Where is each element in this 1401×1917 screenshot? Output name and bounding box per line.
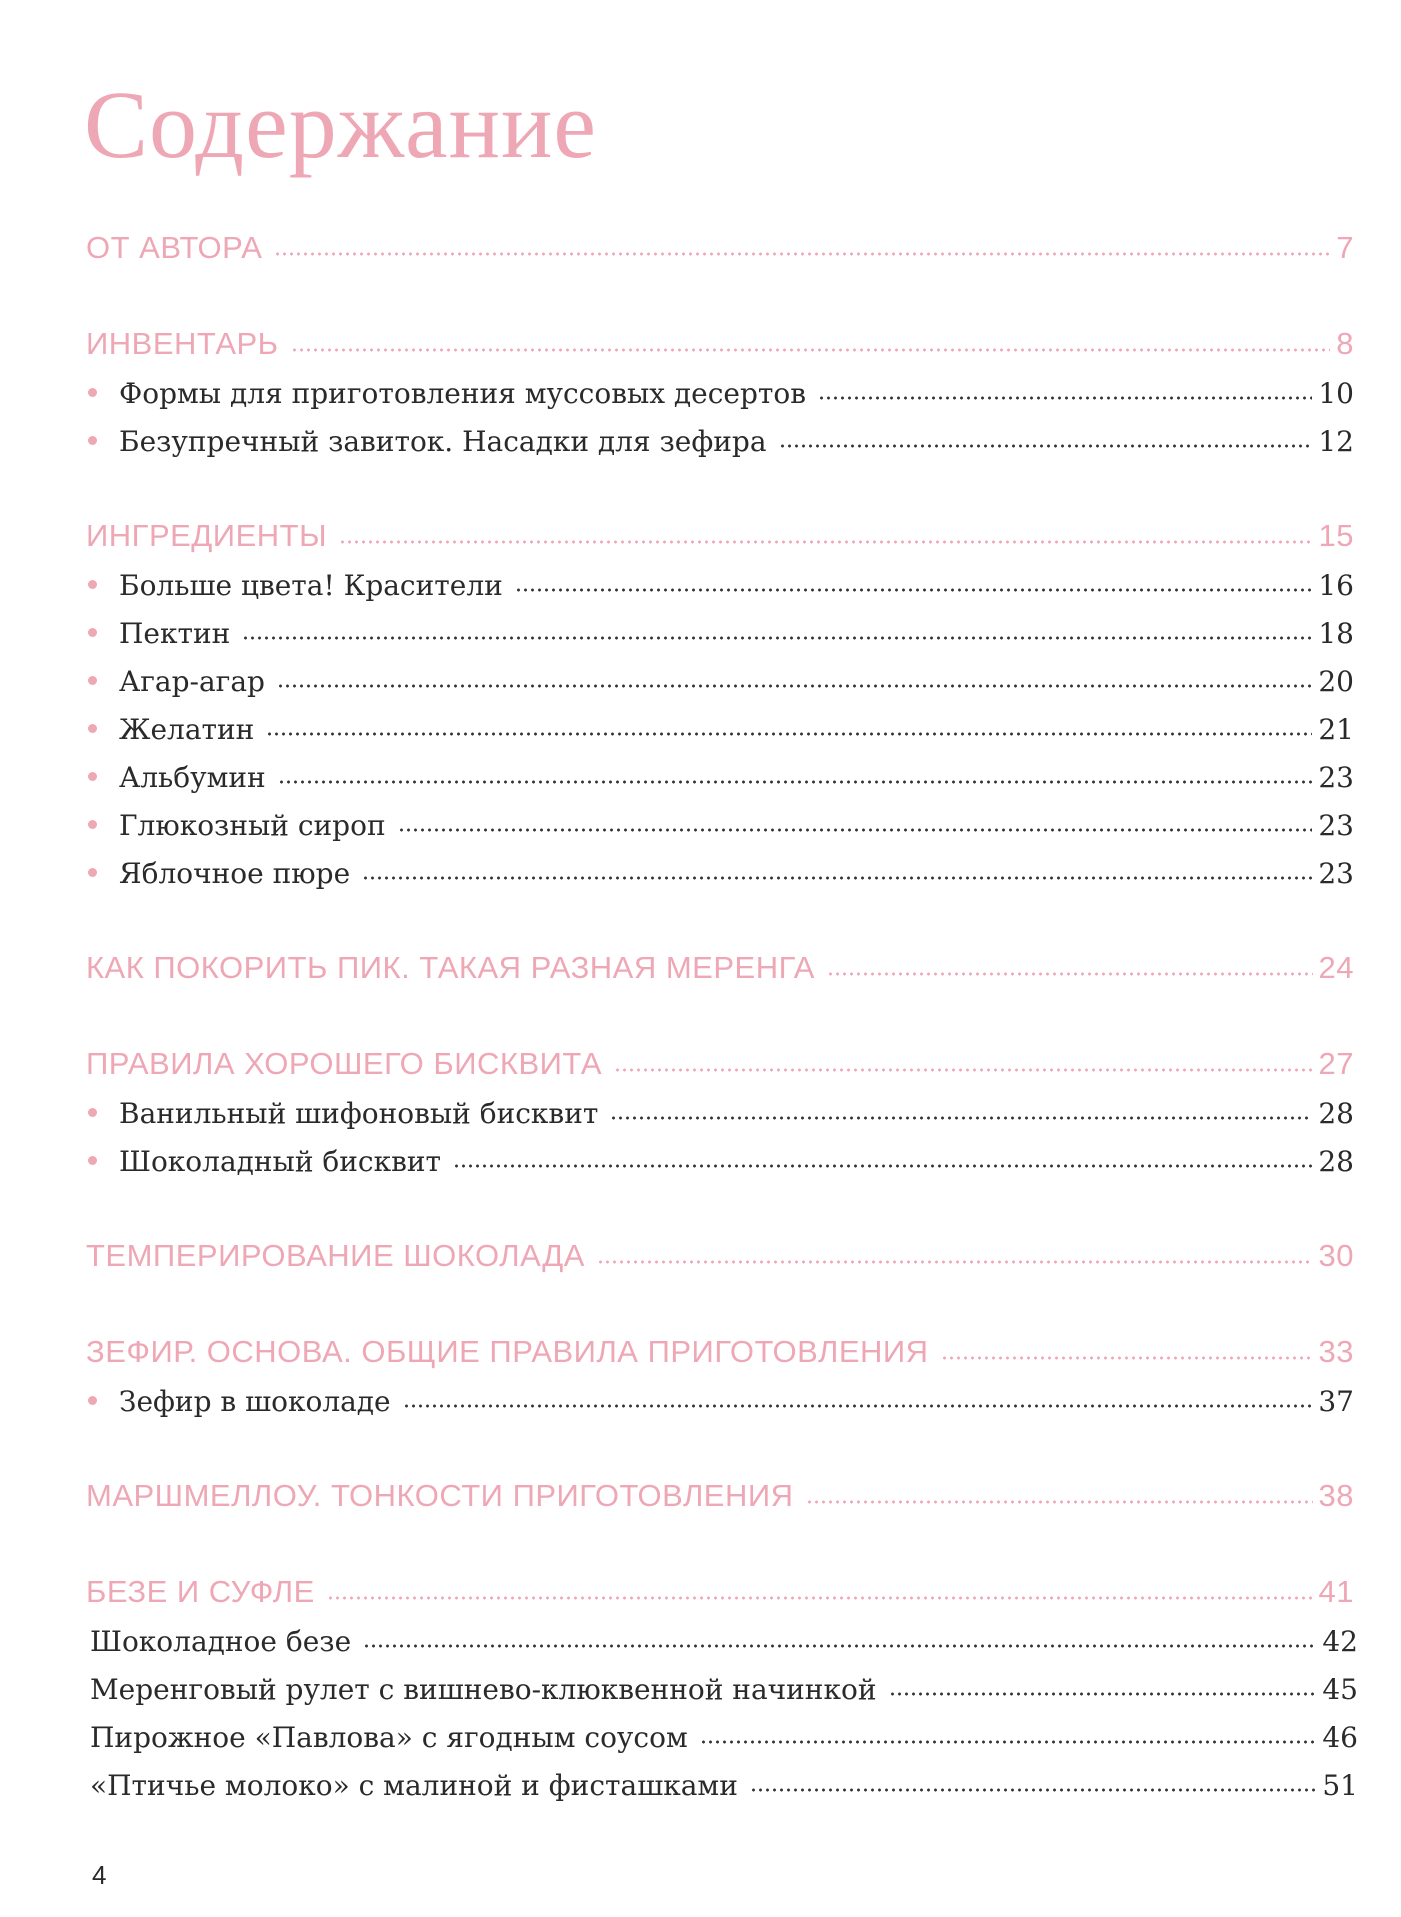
- dot-leader: [700, 1740, 1317, 1744]
- toc-section[interactable]: [86, 222, 1354, 266]
- toc-label: ОТ АВТОРА: [86, 230, 263, 265]
- toc-page-number: 23: [1318, 809, 1354, 842]
- toc-page-number: 46: [1322, 1721, 1358, 1754]
- toc-entry[interactable]: [86, 558, 1354, 602]
- dot-leader: [403, 1404, 1313, 1408]
- toc-section[interactable]: [86, 318, 1354, 362]
- toc-label: Зефир в шоколаде: [119, 1385, 391, 1418]
- bullet-icon: [88, 580, 97, 589]
- toc-section[interactable]: [86, 1470, 1354, 1514]
- toc-label: ЗЕФИР. ОСНОВА. ОБЩИЕ ПРАВИЛА ПРИГОТОВЛЕНИЯ: [86, 1334, 929, 1369]
- toc-label: Больше цвета! Красители: [119, 569, 503, 602]
- toc-page-number: 42: [1322, 1625, 1358, 1658]
- toc-label: Пирожное «Павлова» с ягодным соусом: [90, 1721, 688, 1754]
- toc-page-number: 12: [1318, 425, 1354, 458]
- toc-entry[interactable]: [90, 1614, 1358, 1658]
- dot-leader: [398, 828, 1313, 832]
- bullet-icon: [88, 388, 97, 397]
- toc-section[interactable]: [86, 1230, 1354, 1274]
- toc-label: БЕЗЕ И СУФЛЕ: [86, 1574, 315, 1609]
- toc-label: Альбумин: [119, 761, 266, 794]
- bullet-icon: [88, 772, 97, 781]
- toc-page-number: 27: [1318, 1046, 1354, 1081]
- toc-section[interactable]: [86, 510, 1354, 554]
- dot-leader: [453, 1164, 1312, 1168]
- toc-page-number: 21: [1318, 713, 1354, 746]
- dot-leader: [610, 1116, 1312, 1120]
- toc-page-number: 28: [1318, 1097, 1354, 1130]
- toc-label: ТЕМПЕРИРОВАНИЕ ШОКОЛАДА: [86, 1238, 585, 1273]
- dot-leader: [597, 1260, 1313, 1264]
- dot-leader: [515, 588, 1313, 592]
- dot-leader: [889, 1692, 1317, 1696]
- dot-leader: [941, 1356, 1313, 1360]
- toc-section[interactable]: [86, 1566, 1354, 1610]
- toc-page-number: 23: [1318, 857, 1354, 890]
- toc-entry[interactable]: [86, 846, 1354, 890]
- bullet-icon: [88, 724, 97, 733]
- bullet-icon: [88, 868, 97, 877]
- toc-page-number: 20: [1318, 665, 1354, 698]
- toc-entry[interactable]: [86, 1374, 1354, 1418]
- toc-page-number: 45: [1322, 1673, 1358, 1706]
- bullet-icon: [88, 676, 97, 685]
- toc-entry[interactable]: [86, 606, 1354, 650]
- toc-page-number: 10: [1318, 377, 1354, 410]
- toc-page-number: 23: [1318, 761, 1354, 794]
- toc-section[interactable]: [86, 1326, 1354, 1370]
- toc-entry[interactable]: [90, 1662, 1358, 1706]
- dot-leader: [291, 348, 1331, 352]
- toc-label: ИНГРЕДИЕНТЫ: [86, 518, 328, 553]
- toc-page-number: 33: [1318, 1334, 1354, 1369]
- toc-entry[interactable]: [86, 414, 1354, 458]
- toc-label: Шоколадный бисквит: [119, 1145, 442, 1178]
- dot-leader: [362, 876, 1312, 880]
- toc-page-number: 51: [1322, 1769, 1358, 1802]
- page-number: 4: [92, 1860, 107, 1890]
- toc-page-number: 15: [1318, 518, 1354, 553]
- toc-entry[interactable]: [90, 1710, 1358, 1754]
- toc-entry[interactable]: [86, 1086, 1354, 1130]
- toc-entry[interactable]: [86, 1134, 1354, 1178]
- toc-page-number: 38: [1318, 1478, 1354, 1513]
- toc-page-number: 16: [1318, 569, 1354, 602]
- toc-label: ПРАВИЛА ХОРОШЕГО БИСКВИТА: [86, 1046, 602, 1081]
- toc-page-number: 41: [1318, 1574, 1354, 1609]
- dot-leader: [339, 540, 1312, 544]
- toc-label: МАРШМЕЛЛОУ. ТОНКОСТИ ПРИГОТОВЛЕНИЯ: [86, 1478, 794, 1513]
- dot-leader: [779, 444, 1313, 448]
- dot-leader: [614, 1068, 1313, 1072]
- toc-label: Желатин: [119, 713, 255, 746]
- toc-label: Глюкозный сироп: [119, 809, 386, 842]
- toc-label: Ванильный шифоновый бисквит: [119, 1097, 599, 1130]
- dot-leader: [327, 1596, 1313, 1600]
- toc-label: Агар-агар: [119, 665, 265, 698]
- toc-page-number: 30: [1318, 1238, 1354, 1273]
- toc-section[interactable]: [86, 1038, 1354, 1082]
- dot-leader: [266, 732, 1312, 736]
- toc-entry[interactable]: [86, 750, 1354, 794]
- dot-leader: [806, 1500, 1313, 1504]
- dot-leader: [242, 636, 1312, 640]
- toc-label: Меренговый рулет с вишнево-клюквенной начинкой: [90, 1673, 877, 1706]
- dot-leader: [278, 780, 1313, 784]
- toc-page-number: 24: [1318, 950, 1354, 985]
- toc-entry[interactable]: [86, 702, 1354, 746]
- toc-page-number: 18: [1318, 617, 1354, 650]
- dot-leader: [277, 684, 1312, 688]
- toc-label: Формы для приготовления муссовых десертов: [119, 377, 807, 410]
- bullet-icon: [88, 628, 97, 637]
- bullet-icon: [88, 1108, 97, 1117]
- bullet-icon: [88, 820, 97, 829]
- toc-label: «Птичье молоко» с малиной и фисташками: [90, 1769, 738, 1802]
- toc-page-number: 8: [1336, 326, 1354, 361]
- bullet-icon: [88, 436, 97, 445]
- dot-leader: [818, 396, 1312, 400]
- dot-leader: [827, 972, 1313, 976]
- toc-entry[interactable]: [86, 798, 1354, 842]
- toc-page-number: 37: [1318, 1385, 1354, 1418]
- toc-label: Шоколадное безе: [90, 1625, 352, 1658]
- bullet-icon: [88, 1396, 97, 1405]
- dot-leader: [750, 1788, 1317, 1792]
- toc-page-number: 28: [1318, 1145, 1354, 1178]
- toc-page-number: 7: [1336, 230, 1354, 265]
- toc-label: Безупречный завиток. Насадки для зефира: [119, 425, 767, 458]
- toc-entry[interactable]: [90, 1758, 1358, 1802]
- dot-leader: [274, 252, 1330, 256]
- toc-entry[interactable]: [86, 366, 1354, 410]
- dot-leader: [363, 1644, 1316, 1648]
- toc-label: Пектин: [119, 617, 231, 650]
- bullet-icon: [88, 1156, 97, 1165]
- toc-entry[interactable]: [86, 654, 1354, 698]
- toc-section[interactable]: [86, 942, 1354, 986]
- toc-label: ИНВЕНТАРЬ: [86, 326, 279, 361]
- toc-label: КАК ПОКОРИТЬ ПИК. ТАКАЯ РАЗНАЯ МЕРЕНГА: [86, 950, 815, 985]
- toc-label: Яблочное пюре: [119, 857, 351, 890]
- page-title: Содержание: [84, 71, 598, 178]
